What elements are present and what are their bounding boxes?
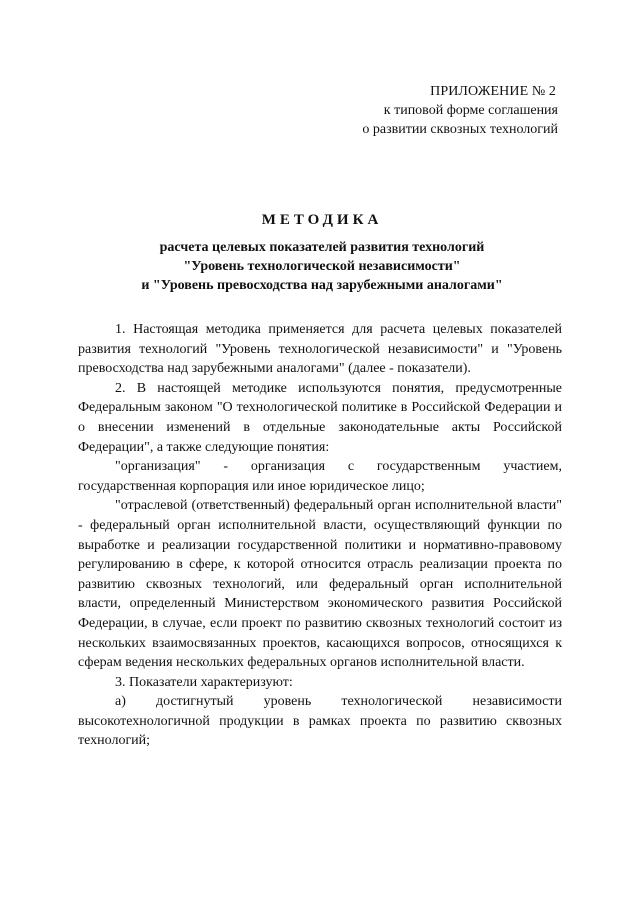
annex-line-1: к типовой форме соглашения [383,103,558,118]
paragraph-3: 3. Показатели характеризуют: [115,674,293,690]
document-subtitle [78,238,566,295]
paragraph-definition-authority: "отраслевой (ответственный) федеральный орган исполнительной власти" - федеральный орган исполнительной власти, осуществляющий функции по выработке и реализации государственной политики и нормативно-правовому регулированию в сфере, к которой относится отрасль реализации проекта по развитию сквозных технологий, или федеральный орган исполнительной власти, определенный Министерством экономического развития Российской Федерации, в случае, если проект по развитию сквозных технологий состоит из нескольких взаимосвязанных проектов, касающихся вопросов, относящихся к сферам ведения нескольких федеральных органов исполнительной власти. [78,498,562,671]
subtitle-line-2: "Уровень технологической независимости" [183,259,461,274]
annex-title: ПРИЛОЖЕНИЕ № 2 [430,84,556,99]
paragraph-definition-organization: "организация" - организация с государственным участием, государственная корпорация или иное юридическое лицо; [78,459,562,494]
subtitle-line-1: расчета целевых показателей развития технологий [159,240,485,255]
annex-header [320,82,558,139]
document-body [78,320,562,751]
paragraph-2: 2. В настоящей методике используются понятия, предусмотренные Федеральным законом "О технологической политике в Российской Федерации и о внесении изменений в отдельные законодательные акты Российской Федерации", а также следующие понятия: [78,380,562,455]
document-heading [78,210,566,295]
document-title: МЕТОДИКА [261,212,383,228]
paragraph-3a: а) достигнутый уровень технологической независимости высокотехнологичной продукции в рамках проекта по развитию сквозных технологий; [78,694,562,749]
subtitle-line-3: и "Уровень превосходства над зарубежными аналогами" [141,278,503,293]
paragraph-1: 1. Настоящая методика применяется для расчета целевых показателей развития технологий "Уровень технологической независимости" и "Уровень превосходства над зарубежными аналогами" (далее - показатели). [78,322,562,377]
annex-line-2: о развитии сквозных технологий [362,122,558,137]
